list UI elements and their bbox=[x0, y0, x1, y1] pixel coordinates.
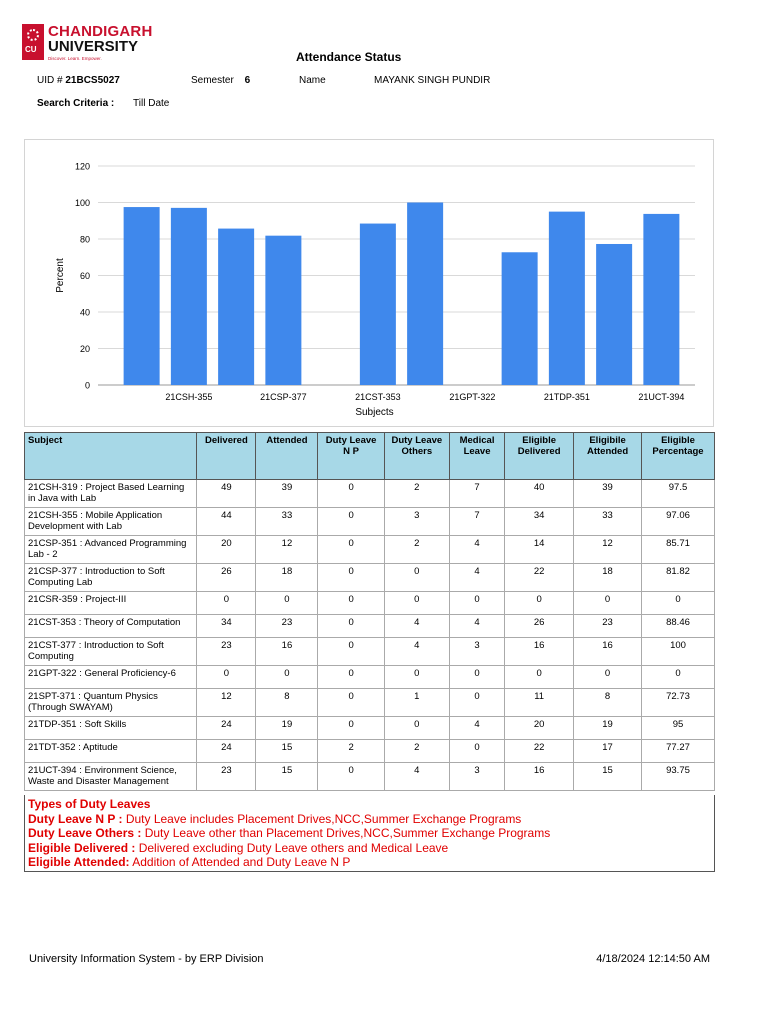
x-tick-label: 21CST-353 bbox=[355, 392, 401, 402]
legend-desc: Duty Leave includes Placement Drives,NCC,Summer Exchange Programs bbox=[122, 811, 522, 826]
value-cell: 97.06 bbox=[642, 508, 715, 536]
logo-text-line1: CHANDIGARH bbox=[48, 23, 153, 40]
value-cell: 4 bbox=[449, 564, 504, 592]
value-cell: 26 bbox=[505, 615, 574, 638]
value-cell: 0 bbox=[256, 592, 318, 615]
subject-cell: 21CSH-355 : Mobile Application Development with Lab bbox=[25, 508, 197, 536]
subject-cell: 21UCT-394 : Environment Science, Waste and Disaster Management bbox=[25, 763, 197, 791]
value-cell: 0 bbox=[449, 592, 504, 615]
value-cell: 0 bbox=[505, 592, 574, 615]
value-cell: 14 bbox=[505, 536, 574, 564]
y-tick-label: 0 bbox=[84, 380, 90, 391]
value-cell: 4 bbox=[384, 763, 449, 791]
value-cell: 2 bbox=[384, 536, 449, 564]
value-cell: 0 bbox=[449, 689, 504, 717]
value-cell: 0 bbox=[318, 536, 384, 564]
value-cell: 0 bbox=[449, 666, 504, 689]
y-tick-label: 60 bbox=[79, 271, 90, 281]
search-criteria-value: Till Date bbox=[133, 98, 170, 109]
semester-label: Semester bbox=[191, 75, 234, 86]
value-cell: 2 bbox=[318, 740, 384, 763]
uid-label: UID # bbox=[37, 75, 63, 86]
value-cell: 0 bbox=[256, 666, 318, 689]
table-row bbox=[25, 615, 715, 638]
bar bbox=[596, 244, 632, 385]
value-cell: 0 bbox=[574, 666, 642, 689]
table-row bbox=[25, 689, 715, 717]
value-cell: 97.5 bbox=[642, 480, 715, 508]
value-cell: 0 bbox=[574, 592, 642, 615]
x-tick-label: 21UCT-394 bbox=[638, 392, 685, 402]
value-cell: 34 bbox=[505, 508, 574, 536]
legend-item bbox=[28, 855, 711, 870]
value-cell: 3 bbox=[449, 638, 504, 666]
value-cell: 33 bbox=[574, 508, 642, 536]
y-tick-label: 80 bbox=[79, 234, 90, 245]
table-row bbox=[25, 666, 715, 689]
table-row bbox=[25, 740, 715, 763]
logo-text-line2: UNIVERSITY bbox=[48, 38, 139, 55]
value-cell: 49 bbox=[197, 480, 256, 508]
value-cell: 20 bbox=[197, 536, 256, 564]
value-cell: 8 bbox=[256, 689, 318, 717]
y-tick-label: 120 bbox=[74, 161, 90, 172]
value-cell: 100 bbox=[642, 638, 715, 666]
value-cell: 44 bbox=[197, 508, 256, 536]
value-cell: 16 bbox=[256, 638, 318, 666]
value-cell: 0 bbox=[384, 592, 449, 615]
bar bbox=[124, 207, 160, 385]
name-value: MAYANK SINGH PUNDIR bbox=[374, 75, 491, 86]
value-cell: 23 bbox=[197, 638, 256, 666]
value-cell: 95 bbox=[642, 717, 715, 740]
uid-value: 21BCS5027 bbox=[65, 75, 120, 86]
search-criteria-label: Search Criteria : bbox=[37, 98, 115, 109]
value-cell: 39 bbox=[256, 480, 318, 508]
bar bbox=[643, 214, 679, 385]
value-cell: 12 bbox=[574, 536, 642, 564]
value-cell: 4 bbox=[449, 717, 504, 740]
value-cell: 12 bbox=[256, 536, 318, 564]
value-cell: 39 bbox=[574, 480, 642, 508]
value-cell: 15 bbox=[574, 763, 642, 791]
value-cell: 23 bbox=[574, 615, 642, 638]
legend-desc: Addition of Attended and Duty Leave N P bbox=[129, 855, 351, 869]
gear-icon bbox=[27, 29, 39, 41]
value-cell: 0 bbox=[318, 763, 384, 791]
search-criteria bbox=[37, 98, 169, 109]
value-cell: 24 bbox=[197, 740, 256, 763]
subject-cell: 21CSR-359 : Project-III bbox=[25, 592, 197, 615]
value-cell: 0 bbox=[197, 666, 256, 689]
value-cell: 0 bbox=[384, 564, 449, 592]
value-cell: 0 bbox=[318, 564, 384, 592]
y-tick-label: 20 bbox=[79, 344, 90, 354]
value-cell: 33 bbox=[256, 508, 318, 536]
value-cell: 18 bbox=[574, 564, 642, 592]
subject-cell: 21CST-377 : Introduction to Soft Computing bbox=[25, 638, 197, 666]
x-tick-label: 21CSH-355 bbox=[165, 392, 213, 402]
duty-leave-legend bbox=[24, 795, 715, 872]
name-label: Name bbox=[299, 75, 326, 86]
value-cell: 93.75 bbox=[642, 763, 715, 791]
value-cell: 40 bbox=[505, 480, 574, 508]
university-logo bbox=[22, 22, 153, 66]
bar bbox=[218, 229, 254, 385]
semester-value: 6 bbox=[244, 75, 251, 86]
value-cell: 19 bbox=[256, 717, 318, 740]
logo-tagline: Discover. Learn. Empower. bbox=[48, 56, 102, 61]
subject-cell: 21GPT-322 : General Proficiency-6 bbox=[25, 666, 197, 689]
table-row bbox=[25, 763, 715, 791]
value-cell: 0 bbox=[318, 717, 384, 740]
value-cell: 0 bbox=[642, 666, 715, 689]
value-cell: 0 bbox=[449, 740, 504, 763]
legend-term: Eligible Delivered : bbox=[28, 840, 136, 855]
column-header: Duty Leave N P bbox=[318, 433, 384, 480]
semester-field bbox=[191, 75, 250, 86]
table-row bbox=[25, 480, 715, 508]
y-axis-title: Percent bbox=[55, 258, 66, 293]
value-cell: 12 bbox=[197, 689, 256, 717]
value-cell: 0 bbox=[318, 689, 384, 717]
table-row bbox=[25, 592, 715, 615]
value-cell: 7 bbox=[449, 480, 504, 508]
column-header: Attended bbox=[256, 433, 318, 480]
column-header: Duty Leave Others bbox=[384, 433, 449, 480]
value-cell: 22 bbox=[505, 740, 574, 763]
value-cell: 0 bbox=[318, 638, 384, 666]
column-header: Eligible Delivered bbox=[505, 433, 574, 480]
value-cell: 85.71 bbox=[642, 536, 715, 564]
footer-system-name: University Information System - by ERP Division bbox=[29, 953, 264, 965]
attendance-chart bbox=[24, 139, 714, 427]
legend-term: Eligible Attended: bbox=[28, 855, 130, 869]
subject-cell: 21SPT-371 : Quantum Physics (Through SWAYAM) bbox=[25, 689, 197, 717]
value-cell: 16 bbox=[574, 638, 642, 666]
page-title: Attendance Status bbox=[296, 50, 402, 64]
table-header-row bbox=[25, 433, 715, 480]
subject-cell: 21CSP-351 : Advanced Programming Lab - 2 bbox=[25, 536, 197, 564]
x-tick-label: 21GPT-322 bbox=[449, 392, 496, 402]
subject-cell: 21TDP-351 : Soft Skills bbox=[25, 717, 197, 740]
value-cell: 4 bbox=[384, 638, 449, 666]
legend-item bbox=[28, 826, 711, 841]
legend-heading: Types of Duty Leaves bbox=[28, 797, 151, 811]
y-tick-label: 100 bbox=[74, 198, 90, 208]
value-cell: 4 bbox=[449, 536, 504, 564]
logo-emblem-icon: CU bbox=[22, 24, 44, 60]
value-cell: 19 bbox=[574, 717, 642, 740]
table-row bbox=[25, 638, 715, 666]
bar bbox=[360, 224, 396, 385]
column-header: Delivered bbox=[197, 433, 256, 480]
value-cell: 72.73 bbox=[642, 689, 715, 717]
value-cell: 2 bbox=[384, 740, 449, 763]
value-cell: 26 bbox=[197, 564, 256, 592]
x-axis-title: Subjects bbox=[355, 407, 394, 418]
value-cell: 0 bbox=[318, 508, 384, 536]
y-tick-label: 40 bbox=[79, 307, 90, 318]
value-cell: 88.46 bbox=[642, 615, 715, 638]
value-cell: 18 bbox=[256, 564, 318, 592]
value-cell: 24 bbox=[197, 717, 256, 740]
bar bbox=[171, 208, 207, 385]
legend-item bbox=[28, 841, 711, 856]
x-tick-label: 21TDP-351 bbox=[543, 392, 590, 402]
subject-cell: 21CSP-377 : Introduction to Soft Computing Lab bbox=[25, 564, 197, 592]
value-cell: 4 bbox=[384, 615, 449, 638]
value-cell: 8 bbox=[574, 689, 642, 717]
value-cell: 23 bbox=[197, 763, 256, 791]
value-cell: 0 bbox=[318, 480, 384, 508]
legend-desc: Duty Leave other than Placement Drives,NCC,Summer Exchange Programs bbox=[141, 826, 551, 840]
table-row bbox=[25, 717, 715, 740]
value-cell: 16 bbox=[505, 763, 574, 791]
column-header: Eligible Percentage bbox=[642, 433, 715, 480]
value-cell: 15 bbox=[256, 763, 318, 791]
value-cell: 20 bbox=[505, 717, 574, 740]
value-cell: 23 bbox=[256, 615, 318, 638]
attendance-bar-chart bbox=[25, 140, 715, 428]
bar bbox=[549, 212, 585, 385]
legend-term: Duty Leave Others : bbox=[28, 826, 142, 840]
value-cell: 0 bbox=[642, 592, 715, 615]
value-cell: 22 bbox=[505, 564, 574, 592]
value-cell: 1 bbox=[384, 689, 449, 717]
value-cell: 77.27 bbox=[642, 740, 715, 763]
value-cell: 16 bbox=[505, 638, 574, 666]
table-row bbox=[25, 508, 715, 536]
subject-cell: 21CSH-319 : Project Based Learning in Java with Lab bbox=[25, 480, 197, 508]
value-cell: 0 bbox=[505, 666, 574, 689]
value-cell: 0 bbox=[384, 717, 449, 740]
value-cell: 0 bbox=[318, 666, 384, 689]
bar bbox=[265, 236, 301, 385]
value-cell: 4 bbox=[449, 615, 504, 638]
column-header: Subject bbox=[25, 433, 197, 480]
value-cell: 3 bbox=[384, 508, 449, 536]
value-cell: 81.82 bbox=[642, 564, 715, 592]
attendance-table bbox=[24, 432, 715, 791]
value-cell: 2 bbox=[384, 480, 449, 508]
table-row bbox=[25, 536, 715, 564]
table-row bbox=[25, 564, 715, 592]
footer-timestamp: 4/18/2024 12:14:50 AM bbox=[596, 953, 710, 965]
legend-term: Duty Leave N P : bbox=[28, 811, 123, 826]
bar bbox=[502, 252, 538, 385]
value-cell: 0 bbox=[197, 592, 256, 615]
value-cell: 7 bbox=[449, 508, 504, 536]
subject-cell: 21TDT-352 : Aptitude bbox=[25, 740, 197, 763]
uid-field bbox=[37, 75, 120, 86]
value-cell: 3 bbox=[449, 763, 504, 791]
value-cell: 34 bbox=[197, 615, 256, 638]
value-cell: 0 bbox=[318, 615, 384, 638]
value-cell: 15 bbox=[256, 740, 318, 763]
value-cell: 0 bbox=[318, 592, 384, 615]
legend-item bbox=[28, 812, 711, 827]
value-cell: 17 bbox=[574, 740, 642, 763]
value-cell: 0 bbox=[384, 666, 449, 689]
legend-desc: Delivered excluding Duty Leave others and Medical Leave bbox=[135, 840, 449, 855]
subject-cell: 21CST-353 : Theory of Computation bbox=[25, 615, 197, 638]
column-header: Medical Leave bbox=[449, 433, 504, 480]
x-tick-label: 21CSP-377 bbox=[260, 392, 307, 402]
column-header: Eligibile Attended bbox=[574, 433, 642, 480]
bar bbox=[407, 203, 443, 386]
value-cell: 11 bbox=[505, 689, 574, 717]
